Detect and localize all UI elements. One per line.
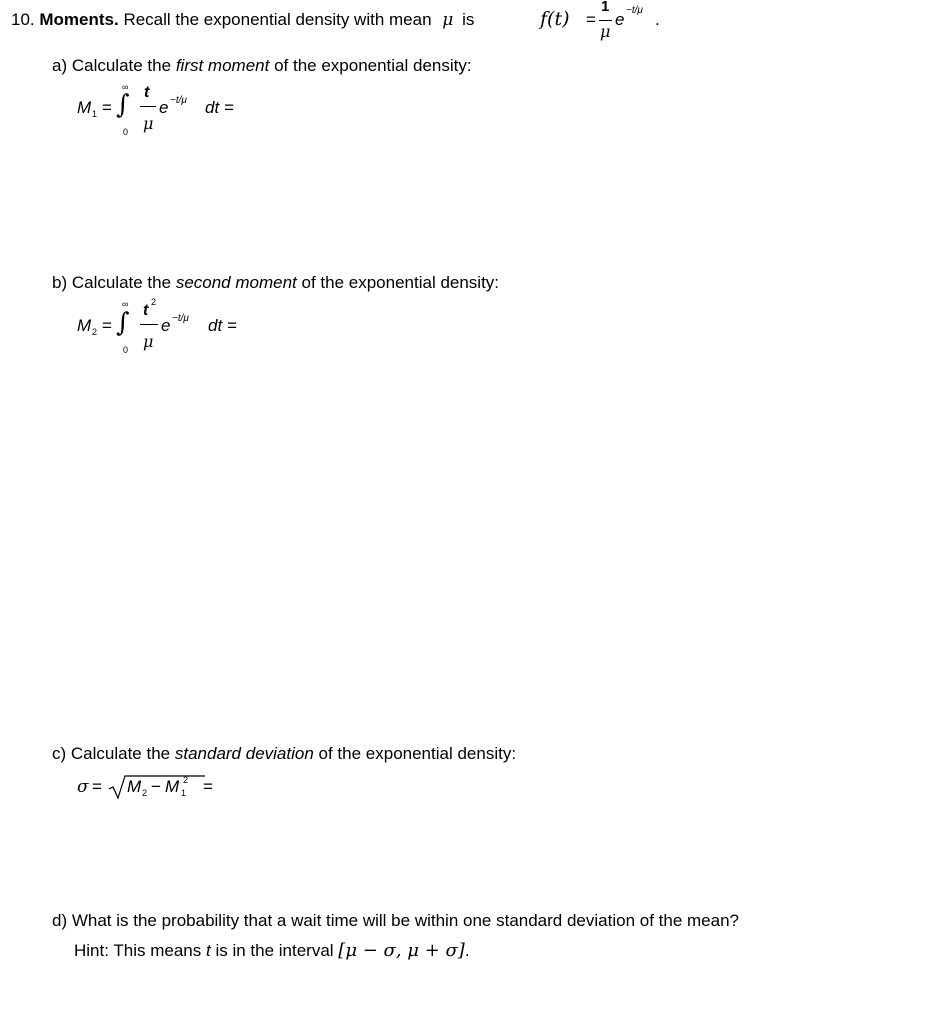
m2-dt: dt =	[208, 316, 237, 335]
m1-numerator: t	[144, 84, 150, 101]
m1-term-subscript: 1	[181, 788, 187, 798]
part-c-emphasis: standard deviation	[174, 744, 314, 763]
m1-fraction-bar	[140, 106, 156, 107]
part-c-prompt	[52, 744, 516, 764]
minus-sign: −	[151, 777, 161, 796]
density-exponent: −t/μ	[626, 5, 643, 16]
integral-upper-limit: ∞	[122, 82, 129, 92]
part-d-hint	[74, 940, 470, 961]
m2-term-subscript: 2	[142, 788, 148, 798]
part-b-suffix: of the exponential density:	[301, 273, 500, 292]
part-a-prefix: a) Calculate the	[52, 56, 172, 75]
part-b-prefix: b) Calculate the	[52, 273, 172, 292]
integral-lower-limit: 0	[123, 345, 129, 355]
m2-numerator-exponent: 2	[151, 297, 157, 307]
density-fraction-bar	[599, 20, 612, 21]
density-numerator: 1	[601, 0, 610, 15]
hint-prefix: Hint: This means	[74, 941, 202, 960]
part-a-emphasis: first moment	[175, 56, 270, 75]
m1-e: e	[159, 98, 169, 117]
part-a-suffix: of the exponential density:	[274, 56, 472, 75]
integral-lower-limit: 0	[123, 127, 129, 137]
part-c-suffix: of the exponential density:	[318, 744, 517, 763]
sigma-symbol: σ	[77, 777, 89, 797]
part-b-emphasis: second moment	[175, 273, 297, 292]
density-period: .	[655, 10, 660, 29]
part-c-prefix: c) Calculate the	[52, 744, 171, 763]
m1-exponent: −t/μ	[170, 95, 187, 106]
problem-number: 10.	[11, 10, 35, 29]
m2-denominator: μ	[143, 332, 154, 351]
m2-fraction-bar	[140, 324, 158, 325]
m1-symbol: M	[77, 98, 92, 117]
m1-equals: =	[102, 98, 112, 117]
m2-subscript: 2	[92, 327, 98, 337]
integral-sign-icon: ∫	[116, 90, 130, 120]
density-function-label: f(t)	[540, 8, 570, 30]
sigma-tail-equals: =	[203, 777, 213, 796]
part-b-prompt	[52, 273, 499, 293]
density-denominator: μ	[600, 22, 611, 41]
problem-intro: Recall the exponential density with mean	[123, 10, 432, 29]
hint-interval: [μ − σ, μ + σ]	[338, 940, 465, 961]
m2-numerator: t	[143, 302, 149, 319]
m1-term: M	[165, 777, 180, 796]
m2-e: e	[161, 316, 171, 335]
m1-denominator: μ	[143, 114, 154, 133]
m1-term-exponent: 2	[183, 775, 189, 785]
problem-header	[11, 10, 474, 30]
part-d-question: d) What is the probability that a wait time will be within one standard deviation of the mean?	[52, 911, 739, 930]
m1-subscript: 1	[92, 109, 98, 119]
part-a-prompt	[52, 56, 472, 76]
m2-term: M	[127, 777, 142, 796]
sigma-equals: =	[92, 777, 102, 796]
hint-variable: t	[205, 941, 211, 960]
hint-period: .	[464, 941, 470, 960]
density-e: e	[615, 10, 625, 29]
m2-symbol: M	[77, 316, 92, 335]
density-equals: =	[586, 10, 596, 29]
mean-symbol: μ	[442, 10, 454, 30]
integral-sign-icon: ∫	[116, 308, 130, 338]
is-word: is	[462, 10, 475, 29]
problem-title: Moments.	[39, 10, 119, 29]
m1-dt: dt =	[205, 98, 234, 117]
m2-exponent: −t/μ	[172, 313, 189, 324]
m2-equals: =	[102, 316, 112, 335]
hint-middle: is in the interval	[215, 941, 334, 960]
integral-upper-limit: ∞	[122, 299, 129, 309]
